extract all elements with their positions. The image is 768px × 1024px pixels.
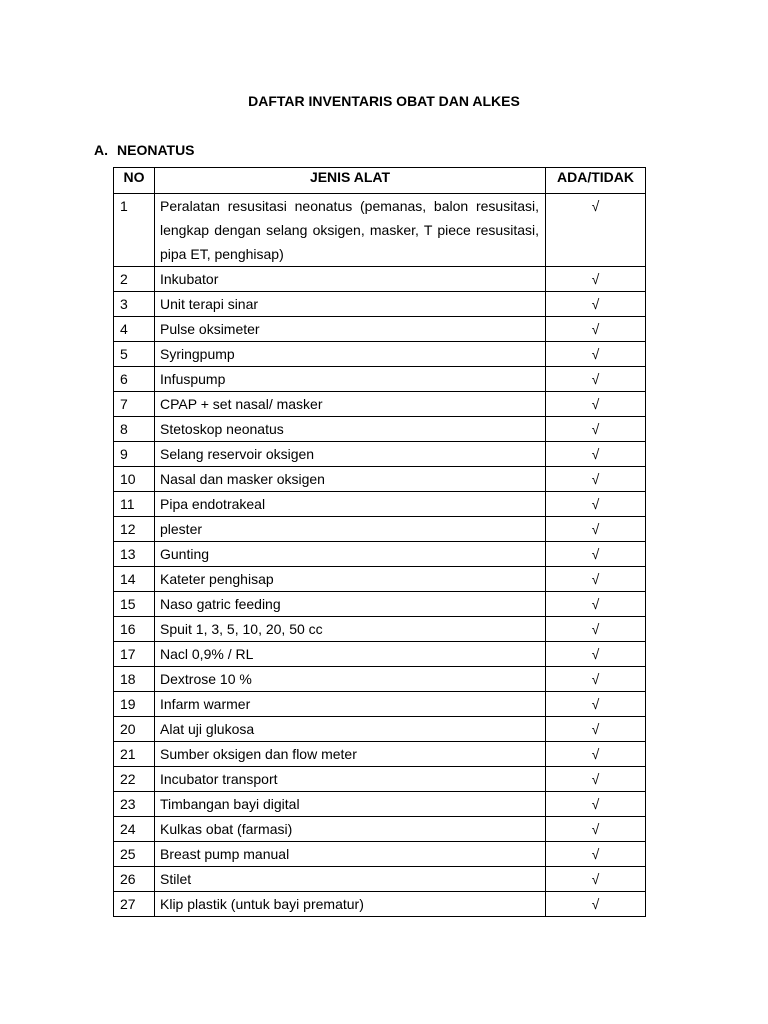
table-row: [114, 342, 646, 367]
row-availability-mark: √: [546, 692, 646, 717]
table-row: [114, 592, 646, 617]
section-heading: [94, 142, 195, 158]
row-number: 10: [114, 467, 155, 492]
row-number: 26: [114, 867, 155, 892]
table-body: [114, 194, 646, 917]
row-availability-mark: √: [546, 517, 646, 542]
table-row: [114, 194, 646, 267]
row-number: 11: [114, 492, 155, 517]
row-availability-mark: √: [546, 817, 646, 842]
table-row: [114, 892, 646, 917]
row-number: 1: [114, 194, 155, 267]
row-item-name: Infarm warmer: [155, 692, 546, 717]
row-availability-mark: √: [546, 617, 646, 642]
row-availability-mark: √: [546, 892, 646, 917]
row-number: 7: [114, 392, 155, 417]
table-row: [114, 567, 646, 592]
row-item-name: Pulse oksimeter: [155, 317, 546, 342]
row-number: 27: [114, 892, 155, 917]
row-item-name: CPAP + set nasal/ masker: [155, 392, 546, 417]
row-availability-mark: √: [546, 292, 646, 317]
row-item-name: Infuspump: [155, 367, 546, 392]
row-number: 6: [114, 367, 155, 392]
row-availability-mark: √: [546, 442, 646, 467]
row-item-name: Breast pump manual: [155, 842, 546, 867]
row-number: 3: [114, 292, 155, 317]
table-row: [114, 792, 646, 817]
row-availability-mark: √: [546, 842, 646, 867]
table-row: [114, 867, 646, 892]
row-number: 23: [114, 792, 155, 817]
row-availability-mark: √: [546, 542, 646, 567]
row-number: 24: [114, 817, 155, 842]
header-jenis-alat: JENIS ALAT: [155, 168, 546, 194]
table-row: [114, 667, 646, 692]
row-availability-mark: √: [546, 342, 646, 367]
table-row: [114, 842, 646, 867]
row-item-name: Gunting: [155, 542, 546, 567]
section-letter: A.: [94, 142, 108, 158]
row-number: 25: [114, 842, 155, 867]
table-row: [114, 367, 646, 392]
row-number: 8: [114, 417, 155, 442]
row-item-name: Syringpump: [155, 342, 546, 367]
table-row: [114, 517, 646, 542]
table-row: [114, 442, 646, 467]
row-number: 5: [114, 342, 155, 367]
row-availability-mark: √: [546, 642, 646, 667]
row-number: 19: [114, 692, 155, 717]
row-item-name: Incubator transport: [155, 767, 546, 792]
row-number: 4: [114, 317, 155, 342]
section-name: NEONATUS: [117, 142, 195, 158]
table-row: [114, 817, 646, 842]
table-row: [114, 267, 646, 292]
row-availability-mark: √: [546, 317, 646, 342]
header-no: NO: [114, 168, 155, 194]
table-header-row: [114, 168, 646, 194]
inventory-table: [113, 167, 646, 917]
row-item-name: Sumber oksigen dan flow meter: [155, 742, 546, 767]
table-row: [114, 417, 646, 442]
row-availability-mark: √: [546, 667, 646, 692]
row-availability-mark: √: [546, 392, 646, 417]
row-item-name: Inkubator: [155, 267, 546, 292]
row-number: 16: [114, 617, 155, 642]
table-row: [114, 292, 646, 317]
row-number: 12: [114, 517, 155, 542]
row-item-name: Pipa endotrakeal: [155, 492, 546, 517]
row-availability-mark: √: [546, 367, 646, 392]
row-availability-mark: √: [546, 417, 646, 442]
row-availability-mark: √: [546, 592, 646, 617]
row-availability-mark: √: [546, 567, 646, 592]
row-number: 9: [114, 442, 155, 467]
row-item-name: Selang reservoir oksigen: [155, 442, 546, 467]
header-ada-tidak: ADA/TIDAK: [546, 168, 646, 194]
row-number: 17: [114, 642, 155, 667]
row-item-name: Stetoskop neonatus: [155, 417, 546, 442]
row-item-name: Kulkas obat (farmasi): [155, 817, 546, 842]
row-item-name: Timbangan bayi digital: [155, 792, 546, 817]
table-row: [114, 542, 646, 567]
row-item-name: Peralatan resusitasi neonatus (pemanas, balon resusitasi, lengkap dengan selang oksigen, masker, T piece resusitasi, pipa ET, penghisap): [155, 194, 546, 267]
row-availability-mark: √: [546, 792, 646, 817]
row-item-name: Dextrose 10 %: [155, 667, 546, 692]
table-row: [114, 467, 646, 492]
row-availability-mark: √: [546, 194, 646, 267]
document-title: DAFTAR INVENTARIS OBAT DAN ALKES: [248, 93, 520, 109]
row-availability-mark: √: [546, 267, 646, 292]
table-row: [114, 317, 646, 342]
row-number: 13: [114, 542, 155, 567]
row-item-name: Stilet: [155, 867, 546, 892]
row-number: 2: [114, 267, 155, 292]
row-item-name: Nacl 0,9% / RL: [155, 642, 546, 667]
row-number: 15: [114, 592, 155, 617]
row-item-name: Spuit 1, 3, 5, 10, 20, 50 cc: [155, 617, 546, 642]
row-availability-mark: √: [546, 492, 646, 517]
row-number: 18: [114, 667, 155, 692]
row-item-name: Kateter penghisap: [155, 567, 546, 592]
row-availability-mark: √: [546, 742, 646, 767]
row-number: 20: [114, 717, 155, 742]
table-row: [114, 717, 646, 742]
row-availability-mark: √: [546, 717, 646, 742]
table-row: [114, 742, 646, 767]
row-number: 14: [114, 567, 155, 592]
row-item-name: Klip plastik (untuk bayi prematur): [155, 892, 546, 917]
table-row: [114, 392, 646, 417]
row-number: 21: [114, 742, 155, 767]
row-item-name: plester: [155, 517, 546, 542]
row-item-name: Unit terapi sinar: [155, 292, 546, 317]
table-row: [114, 642, 646, 667]
row-item-name: Naso gatric feeding: [155, 592, 546, 617]
row-item-name: Alat uji glukosa: [155, 717, 546, 742]
table-row: [114, 767, 646, 792]
row-availability-mark: √: [546, 767, 646, 792]
table-row: [114, 617, 646, 642]
table-row: [114, 692, 646, 717]
row-number: 22: [114, 767, 155, 792]
row-availability-mark: √: [546, 467, 646, 492]
row-item-name: Nasal dan masker oksigen: [155, 467, 546, 492]
table-row: [114, 492, 646, 517]
row-availability-mark: √: [546, 867, 646, 892]
